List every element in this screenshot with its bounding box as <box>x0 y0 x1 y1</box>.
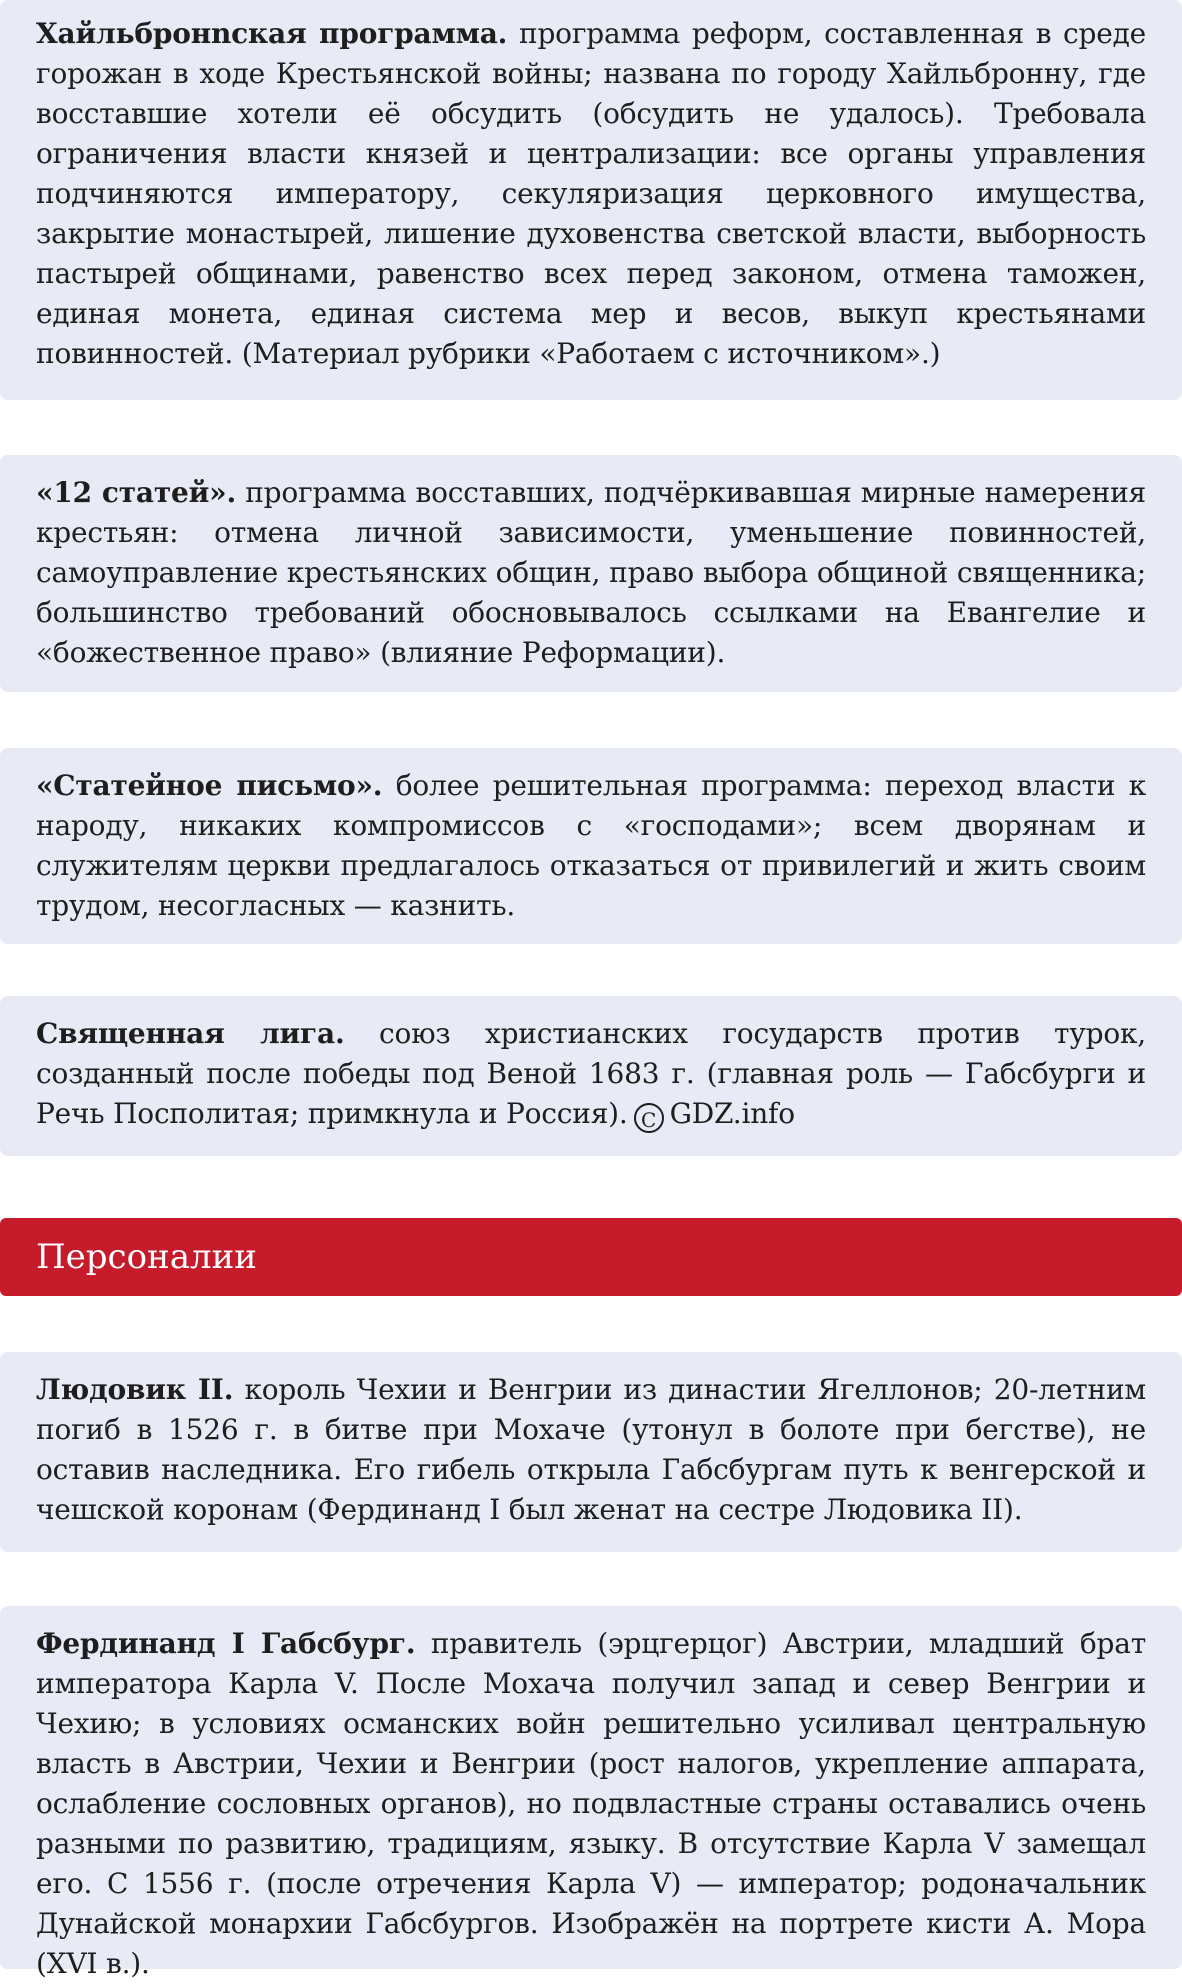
glossary-entry <box>36 473 1146 673</box>
glossary-definition: союз христианских государств против турок, созданный после победы под Веной 1683 г. (главная роль — Габсбурги и Речь Посполитая; примкнула и Россия). <box>36 1017 1146 1130</box>
glossary-card-article-letter <box>0 748 1182 944</box>
person-entry <box>36 1370 1146 1530</box>
glossary-term: Хайльбронnская программа. <box>36 17 508 50</box>
glossary-entry <box>36 1014 1146 1134</box>
glossary-term: «12 статей». <box>36 476 237 509</box>
glossary-definition: более решительная программа: переход власти к народу, никаких компромиссов с «господами»; всем дворянам и служителям церкви предлагалось отказаться от привилегий и жить своим трудом, несогласных — казнить. <box>36 769 1146 922</box>
copyright-text: GDZ.info <box>669 1097 795 1130</box>
person-entry <box>36 1624 1146 1984</box>
glossary-definition: программа восставших, подчёркивавшая мирные намерения крестьян: отмена личной зависимости, уменьшение повинностей, самоуправление крестьянских общин, право выбора общиной священника; большинство требований обосновывалось ссылками на Евангелие и «божественное право» (влияние Реформации). <box>36 476 1146 669</box>
person-description: король Чехии и Венгрии из династии Ягеллонов; 20-летним погиб в 1526 г. в битве при Мохаче (утонул в болоте при бегстве), не оставив наследника. Его гибель открыла Габсбургам путь к венгерской и чешской коронам (Фердинанд I был женат на сестре Людовика II). <box>36 1373 1146 1526</box>
copyright-icon: C <box>634 1103 664 1133</box>
glossary-term: «Статейное письмо». <box>36 769 383 802</box>
glossary-definition: программа реформ, составленная в среде горожан в ходе Крестьянской войны; названа по городу Хайльбронну, где восставшие хотели её обсудить (обсудить не удалось). Требовала ограничения власти князей и централизации: все органы управления подчиняются императору, секуляризация церковного имущества, закрытие монастырей, лишение духовенства светской власти, выборность пастырей общинами, равенство всех перед законом, отмена таможен, единая монета, единая система мер и весов, выкуп крестьянами повинностей. (Материал рубрики «Работаем с источником».) <box>36 17 1147 370</box>
glossary-card-12-articles <box>0 455 1182 692</box>
person-description: правитель (эрцгерцог) Австрии, младший брат императора Карла V. После Мохача получил запад и север Венгрии и Чехию; в условиях османских войн решительно усиливал центральную власть в Австрии, Чехии и Венгрии (рост налогов, укрепление аппарата, ослабление сословных органов), но подвластные страны оставались очень разными по развитию, традициям, языку. В отсутствие Карла V замещал его. С 1556 г. (после отречения Карла V) — император; родоначальник Дунайской монархии Габсбургов. Изображён на портрете кисти А. Мора (XVI в.). <box>36 1627 1147 1980</box>
glossary-term: Священная лига. <box>36 1017 345 1050</box>
person-card-ferdinand-i <box>0 1606 1182 1980</box>
person-name: Людовик II. <box>36 1373 234 1406</box>
person-card-louis-ii <box>0 1352 1182 1552</box>
glossary-card-holy-league <box>0 996 1182 1156</box>
glossary-entry <box>36 14 1146 374</box>
section-heading: Персоналии <box>36 1237 257 1277</box>
glossary-entry <box>36 766 1146 926</box>
person-name: Фердинанд I Габсбург. <box>36 1627 416 1660</box>
section-heading-band <box>0 1218 1182 1296</box>
glossary-card-heilbronn <box>0 0 1182 400</box>
